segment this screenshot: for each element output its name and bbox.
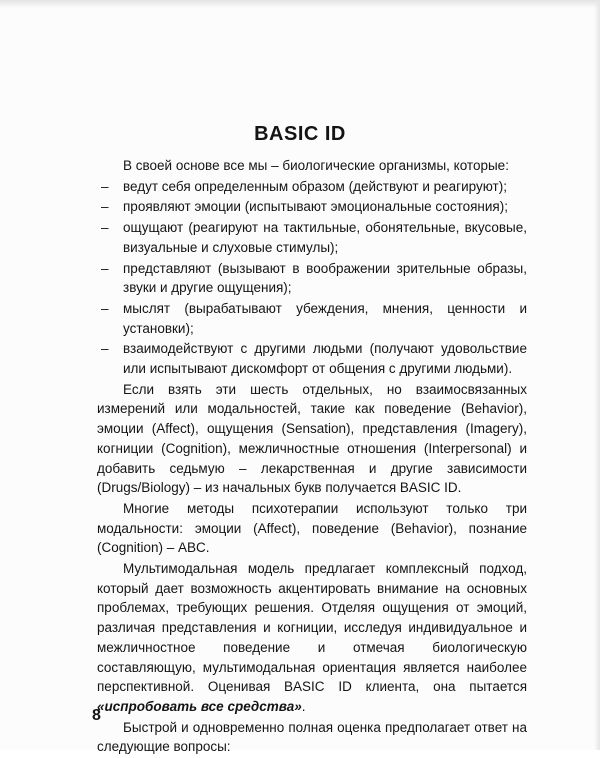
page-body	[97, 156, 527, 758]
list-dash: –	[101, 300, 109, 316]
paragraph-basic-id: Если взять эти шесть отдельных, но взаимосвязанных измерений или модальностей, такие как поведение (Behavior), эмоции (Affect), ощущения (Sensation), представления (Imagery), когниции (Cognition), межличностные отношения (Interpersonal) и добавить седьмую – лекарственная и другие зависимости (Drugs/Biology) – из начальных букв получается BASIC ID.	[97, 381, 527, 496]
page-title: BASIC ID	[254, 123, 346, 145]
scan-shadow-top	[0, 0, 600, 8]
list-dash: –	[101, 260, 109, 276]
list-dash: –	[101, 178, 109, 194]
list-item: – проявляют эмоции (испытывают эмоциональные состояния);	[97, 197, 527, 217]
list-item: – ведут себя определенным образом (действуют и реагируют);	[97, 177, 527, 197]
scan-shadow-right	[594, 0, 600, 750]
intro-paragraph: В своей основе все мы – биологические организмы, которые:	[123, 158, 509, 173]
list-item: – представляют (вызывают в воображении зрительные образы, звуки и другие ощущения);	[101, 260, 527, 296]
paragraph-abc: Многие методы психотерапии используют только три модальности: эмоции (Affect), поведение (Behavior), познание (Cognition) – ABC.	[97, 500, 527, 556]
modalities-list	[97, 177, 527, 379]
paragraph-questions: Быстрой и одновременно полная оценка предполагает ответ на следующие вопросы:	[97, 719, 527, 755]
list-item: – взаимодействуют с другими людьми (получают удовольствие или испытывают дискомфорт от общения с другими людьми).	[101, 341, 527, 377]
list-item: – мыслят (вырабатывают убеждения, мнения, ценности и установки);	[101, 300, 527, 336]
list-dash: –	[101, 220, 109, 236]
emphasis-quote: «испробовать все средства»	[97, 698, 302, 714]
list-item: – ощущают (реагируют на тактильные, обонятельные, вкусовые, визуальные и слуховые стимулы);	[101, 220, 527, 255]
list-dash: –	[101, 341, 109, 357]
page-number: 8	[92, 707, 101, 724]
paragraph-multimodal: Мультимодальная модель предлагает комплексный подход, который дает возможность акцентировать внимание на основных проблемах, требующих решения. Отделяя ощущения от эмоций, различая представления и когниции, исследуя индивидуальное и межличностное поведение и отмечая биологическую составляющую, мультимодальная ориентация является наиболее перспективной. Оценивая BASIC ID клиента, она пытается «испробовать все средства».	[97, 561, 527, 714]
list-dash: –	[101, 199, 109, 215]
